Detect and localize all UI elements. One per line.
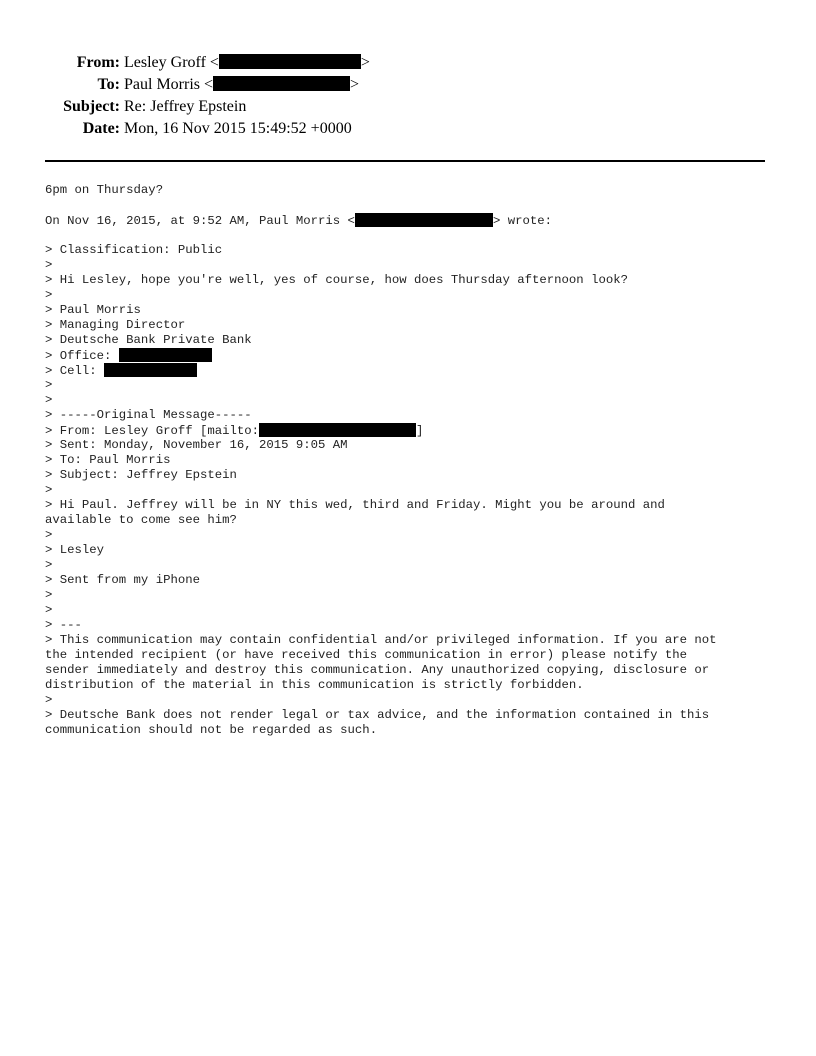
redaction-box [355, 213, 493, 227]
advice-line: > Deutsche Bank does not render legal or tax advice, and the information contained in this [45, 708, 710, 722]
date-row [0, 118, 352, 140]
sent-from-iphone: > Sent from my iPhone [45, 573, 200, 587]
header-divider [45, 160, 765, 162]
redaction-box [219, 54, 361, 69]
quote-line: > [45, 393, 53, 407]
quote-line: > [45, 258, 53, 272]
advice-line: communication should not be regarded as such. [45, 723, 378, 737]
quote-line: > [45, 378, 53, 392]
hi-lesley-line: > Hi Lesley, hope you're well, yes of course, how does Thursday afternoon look? [45, 273, 628, 287]
quote-line: > [45, 528, 53, 542]
original-signature: > Lesley [45, 543, 105, 557]
date-value: Mon, 16 Nov 2015 15:49:52 +0000 [124, 120, 352, 137]
wrote-line [45, 213, 770, 228]
to-label: To: [97, 76, 120, 93]
disclaimer-line: sender immediately and destroy this communication. Any unauthorized copying, disclosure or [45, 663, 710, 677]
subject-label: Subject: [63, 98, 120, 115]
office-label: > Office: [45, 349, 119, 363]
original-sent-line: > Sent: Monday, November 16, 2015 9:05 AM [45, 438, 348, 452]
subject-row [0, 96, 246, 118]
cell-label: > Cell: [45, 364, 105, 378]
from-row [0, 52, 370, 74]
signature-title: > Managing Director [45, 318, 186, 332]
to-end: > [350, 76, 360, 93]
signature-name: > Paul Morris [45, 303, 141, 317]
quote-line: > [45, 588, 53, 602]
quote-line: > [45, 558, 53, 572]
original-from-suffix: ] [416, 424, 424, 438]
original-to-line: > To: Paul Morris [45, 453, 171, 467]
from-end: > [360, 54, 370, 71]
original-from-prefix: > From: Lesley Groff [mailto: [45, 424, 260, 438]
wrote-prefix: On Nov 16, 2015, at 9:52 AM, Paul Morris < [45, 214, 355, 228]
signature-company: > Deutsche Bank Private Bank [45, 333, 252, 347]
original-message-marker: > -----Original Message----- [45, 408, 252, 422]
disclaimer-line: > This communication may contain confidential and/or privileged information. If you are not [45, 633, 717, 647]
redaction-box [119, 348, 212, 362]
wrote-suffix: > wrote: [492, 214, 552, 228]
to-row [0, 74, 359, 96]
signature-office [45, 348, 770, 363]
redaction-box [213, 76, 350, 91]
from-label: From: [76, 54, 120, 71]
quote-line: > [45, 483, 53, 497]
subject-value: Re: Jeffrey Epstein [124, 98, 247, 115]
redaction-box [259, 423, 416, 437]
hi-paul-line: > Hi Paul. Jeffrey will be in NY this wed, third and Friday. Might you be around and [45, 498, 665, 512]
email-body [45, 183, 770, 738]
redaction-box [104, 363, 197, 377]
disclaimer-line: distribution of the material in this communication is strictly forbidden. [45, 678, 584, 692]
to-value: Paul Morris < [124, 76, 214, 93]
quote-line: > [45, 693, 53, 707]
classification-line: > Classification: Public [45, 243, 223, 257]
dashes-line: > --- [45, 618, 82, 632]
from-value: Lesley Groff < [124, 54, 219, 71]
quote-line: > [45, 603, 53, 617]
signature-cell [45, 363, 770, 378]
original-subject-line: > Subject: Jeffrey Epstein [45, 468, 237, 482]
reply-line: 6pm on Thursday? [45, 183, 164, 197]
hi-paul-line: available to come see him? [45, 513, 237, 527]
original-from-line [45, 423, 770, 438]
quote-line: > [45, 288, 53, 302]
date-label: Date: [82, 120, 120, 137]
disclaimer-line: the intended recipient (or have received this communication in error) please notify the [45, 648, 688, 662]
